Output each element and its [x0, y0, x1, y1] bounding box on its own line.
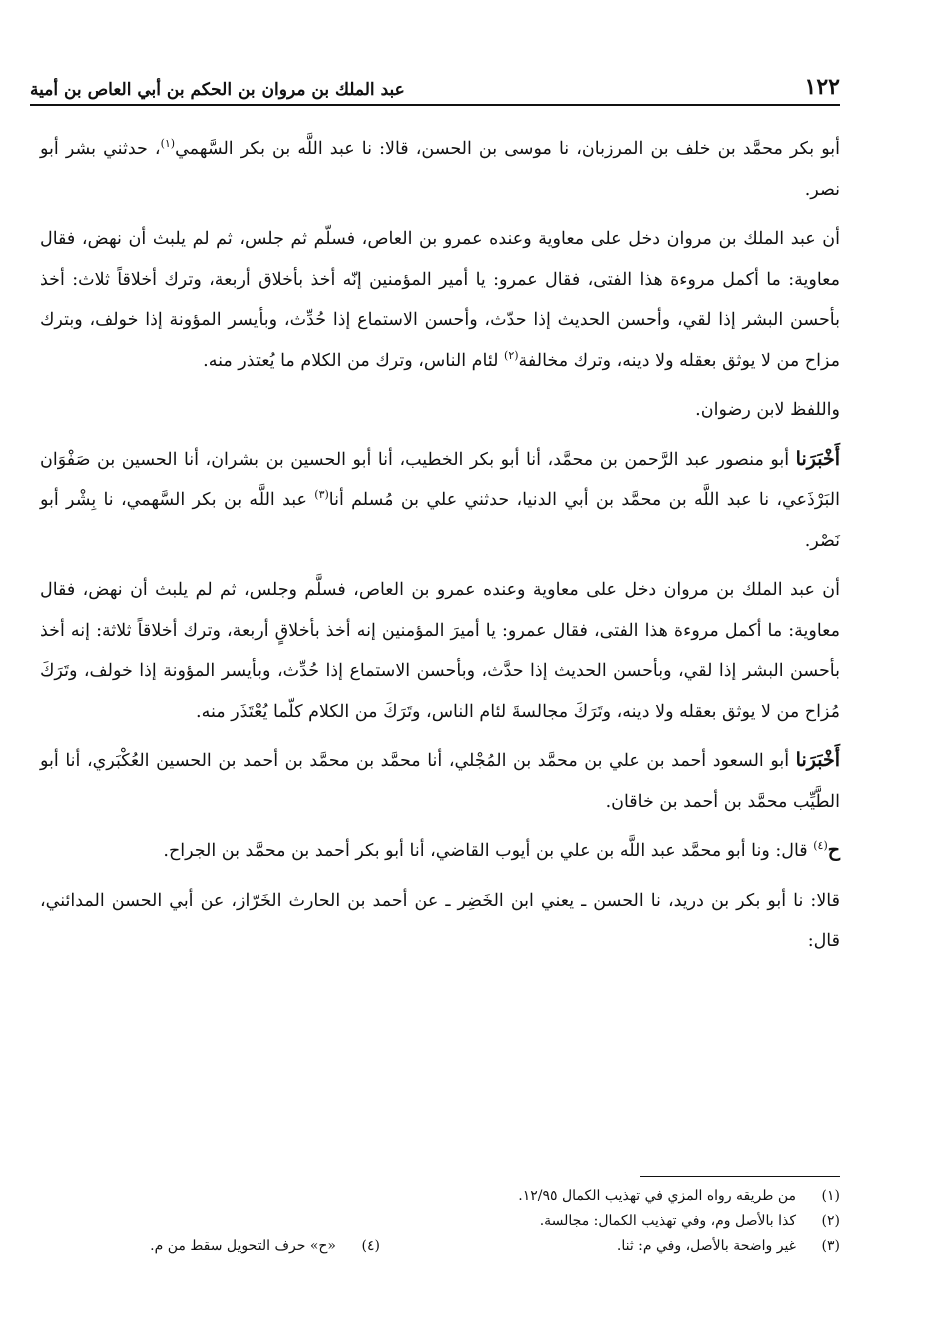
running-title: عبد الملك بن مروان بن الحكم بن أبي العاص بن أمية [30, 80, 405, 100]
footnote-text: غير واضحة بالأصل، وفي م: ثنا. [616, 1238, 796, 1254]
footnote-4 [40, 1234, 380, 1259]
footnote-number: (٤) [361, 1238, 380, 1254]
paragraph-8: قالا: نا أبو بكر بن دريد، نا الحسن ـ يعني ابن الخَضِر ـ عن أحمد بن الحارث الخَرّاز، عن أبي الحسن المدائني، قال: [40, 890, 840, 951]
footnote-number: (٢) [821, 1213, 840, 1229]
paragraph-lead: أَخْبَرَنا [795, 749, 840, 771]
paragraph-4: أَخْبَرَنا أبو منصور عبد الرَّحمن بن محمَّد، أنا أبو بكر الخطيب، أنا أبو الحسين بن بشران، أنا الحسين بن صَفْوَان البَرْذَعي، نا عبد اللَّه بن محمَّد بن أبي الدنيا، حدثني علي بن مُسلم أنا$^{(٣)}$ عبد اللَّه بن بكر السَّهمي، نا بِشْر أبو نَصْر. [40, 447, 840, 551]
page-number: ١٢٢ [804, 74, 840, 100]
paragraph-1: أبو بكر محمَّد بن خلف بن المرزبان، نا موسى بن الحسن، قالا: نا عبد اللَّه بن بكر السَّهمي$^{(١)}$، حدثني بشر أبو نصر. [40, 137, 840, 200]
paragraph-7: ح$^{(٤)}$ قال: ونا أبو محمَّد عبد اللَّه بن علي بن أيوب القاضي، أنا أبو بكر أحمد بن محمَّد بن الجراح. [163, 839, 840, 861]
footnote-number: (١) [821, 1188, 840, 1204]
footnote-ref-1: (١) [160, 137, 176, 151]
footnote-2 [40, 1209, 840, 1234]
header-rule [30, 104, 840, 106]
footnotes [40, 1184, 840, 1259]
main-text [40, 128, 840, 970]
paragraph-lead: ح [827, 839, 840, 861]
footnote-text: كذا بالأصل وم، وفي تهذيب الكمال: مجالسة. [539, 1213, 796, 1229]
paragraph-6: أَخْبَرَنا أبو السعود أحمد بن علي بن محمَّد بن المُجْلي، أنا محمَّد بن محمَّد بن أحمد بن الحسين العُكْبَري، أنا أبو الطَّيِّب محمَّد بن أحمد بن خاقان. [40, 749, 840, 812]
paragraph-lead: أَخْبَرَنا [795, 447, 840, 470]
paragraph-2: أن عبد الملك بن مروان دخل على معاوية وعنده عمرو بن العاص، فسلّم ثم جلس، ثم لم يلبث أن نهض، فقال معاوية: ما أكمل مروءة هذا الفتى، فقال عمرو: يا أمير المؤمنين إنّه أخذ بأخلاق أربعة، وترك أخلاقاً ثلاث: أخذ بأحسن البشر إذا لقي، وأحسن الحديث إذا حدّث، وأحسن الاستماع إذا حُدِّث، وبأيسر المؤونة إذا خولف، وبترك مزاح من لا يوثق بعقله ولا دينه، وترك مخالفة$^{(٢)}$ لئام الناس، وترك من الكلام ما يُعتذر منه. [40, 229, 840, 371]
footnote-row [40, 1234, 840, 1259]
footnote-ref-4: (٤) [813, 839, 828, 853]
paragraph-3: واللفظ لابن رضوان. [695, 400, 840, 420]
footnote-text: «ح» حرف التحويل سقط من م. [150, 1238, 336, 1254]
page-header [30, 62, 840, 100]
footnote-rule [640, 1176, 840, 1177]
footnote-3 [380, 1234, 840, 1259]
footnote-ref-3: (٣) [314, 488, 329, 502]
paragraph-5: أن عبد الملك بن مروان دخل على معاوية وعنده عمرو بن العاص، فسلَّم وجلس، ثم لم يلبث أن نهض، فقال معاوية: ما أكمل مروءة هذا الفتى، فقال عمرو: يا أميرَ المؤمنين إنه أخذ بأخلاقٍ أربعة، وترك أخلاقاً ثلاثة: إنه أخذ بأحسن البشر إذا لقي، وبأحسن الحديث إذا حدَّث، وبأحسن الاستماع إذا حُدِّث، وبأيسر المؤونة إذا خولف، وتَرَكَ مُزاح من لا يوثق بعقله ولا دينه، وتَرَكَ مجالسةَ لئام الناس، وتَرَكَ من الكلام كلّما يُعْتَذَر منه. [40, 580, 840, 722]
footnote-number: (٣) [821, 1238, 840, 1254]
footnote-ref-2: (٢) [504, 348, 519, 362]
footnote-text: من طريقه رواه المزي في تهذيب الكمال ١٢/٩٥. [518, 1188, 796, 1204]
footnote-1 [40, 1184, 840, 1209]
